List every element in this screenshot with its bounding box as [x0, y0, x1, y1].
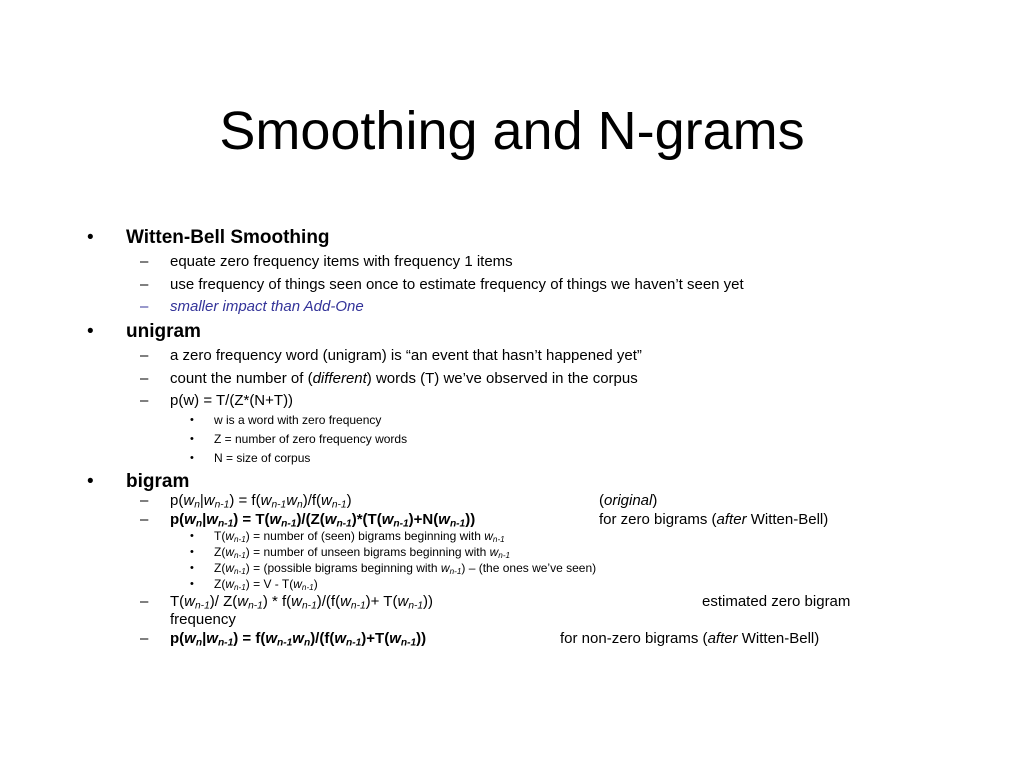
sub-list-item: w is a word with zero frequency: [214, 413, 382, 427]
dash-icon: –: [140, 511, 149, 528]
formula-note: for non-zero bigrams (after Witten-Bell): [560, 630, 820, 647]
dash-icon: –: [140, 347, 149, 364]
bullet-icon: •: [87, 321, 94, 342]
section-heading-witten-bell: Witten-Bell Smoothing: [126, 227, 330, 248]
sub-list-item: Z = number of zero frequency words: [214, 432, 408, 446]
bullet-icon: •: [87, 227, 94, 248]
sub-list-item: N = size of corpus: [214, 451, 311, 465]
bullet-icon: •: [190, 530, 194, 542]
list-item: count the number of (different) words (T) we’ve observed in the corpus: [170, 370, 638, 387]
section-heading-bigram: bigram: [126, 471, 190, 492]
list-item: p(w) = T/(Z*(N+T)): [170, 392, 294, 409]
formula-zero-bigram: $p(w_n|w_{n-1}) = T(w_{n-1})/(Z(w_{n-1})*(T(w_{n-1})+N(w_{n-1}))$: [170, 511, 476, 530]
slide-title: Smoothing and N-grams: [219, 101, 805, 161]
dash-icon: –: [140, 630, 149, 647]
dash-icon: –: [140, 276, 149, 293]
sub-list-item: $T(w_{n-1})$ = number of (seen) bigrams beginning with $w_{n-1}$: [214, 529, 505, 545]
bullet-icon: •: [190, 433, 194, 445]
dash-icon: –: [140, 392, 149, 409]
formula-note: for zero bigrams (after Witten-Bell): [599, 511, 829, 528]
dash-icon: –: [140, 370, 149, 387]
list-item: a zero frequency word (unigram) is “an event that hasn’t happened yet”: [170, 347, 642, 364]
sub-list-item: $Z(w_{n-1})$ = number of unseen bigrams beginning with $w_{n-1}$: [214, 545, 511, 561]
section-heading-unigram: unigram: [126, 321, 201, 342]
sub-list-item: $Z(w_{n-1})$ = (possible bigrams beginning with $w_{n-1}) - (the$ ones we’ve seen): [214, 561, 597, 577]
formula-original: $p(w_n|w_{n-1}) = f(w_{n-1}w_n)/f(w_{n-1})$: [170, 492, 352, 511]
bullet-icon: •: [190, 578, 194, 590]
bullet-icon: •: [190, 414, 194, 426]
formula-note: estimated zero bigram: [702, 593, 851, 610]
bullet-icon: •: [190, 452, 194, 464]
bullet-icon: •: [190, 562, 194, 574]
bullet-icon: •: [87, 471, 94, 492]
formula-note: (original): [599, 492, 658, 509]
dash-icon: –: [140, 253, 149, 270]
list-item: equate zero frequency items with frequency 1 items: [170, 253, 513, 270]
list-item-highlight: smaller impact than Add-One: [170, 298, 364, 315]
dash-icon: –: [140, 492, 149, 509]
list-item: use frequency of things seen once to estimate frequency of things we haven’t seen yet: [170, 276, 744, 293]
formula-non-zero-bigram: $p(w_n|w_{n-1}) = f(w_{n-1}w_n)/(f(w_{n-1})+T(w_{n-1}))$: [170, 630, 427, 649]
sub-list-item: $Z(w_{n-1}) = V - T(w_{n-1})$: [214, 577, 318, 593]
formula-note-continuation: frequency: [170, 611, 236, 628]
bullet-icon: •: [190, 546, 194, 558]
dash-icon: –: [140, 593, 149, 610]
dash-icon: –: [140, 298, 149, 315]
formula-estimated-zero: $T(w_{n-1})/$ $Z(w_{n-1}) * f(w_{n-1})/(f(w_{n-1})+ T(w_{n-1}))$: [170, 593, 434, 612]
